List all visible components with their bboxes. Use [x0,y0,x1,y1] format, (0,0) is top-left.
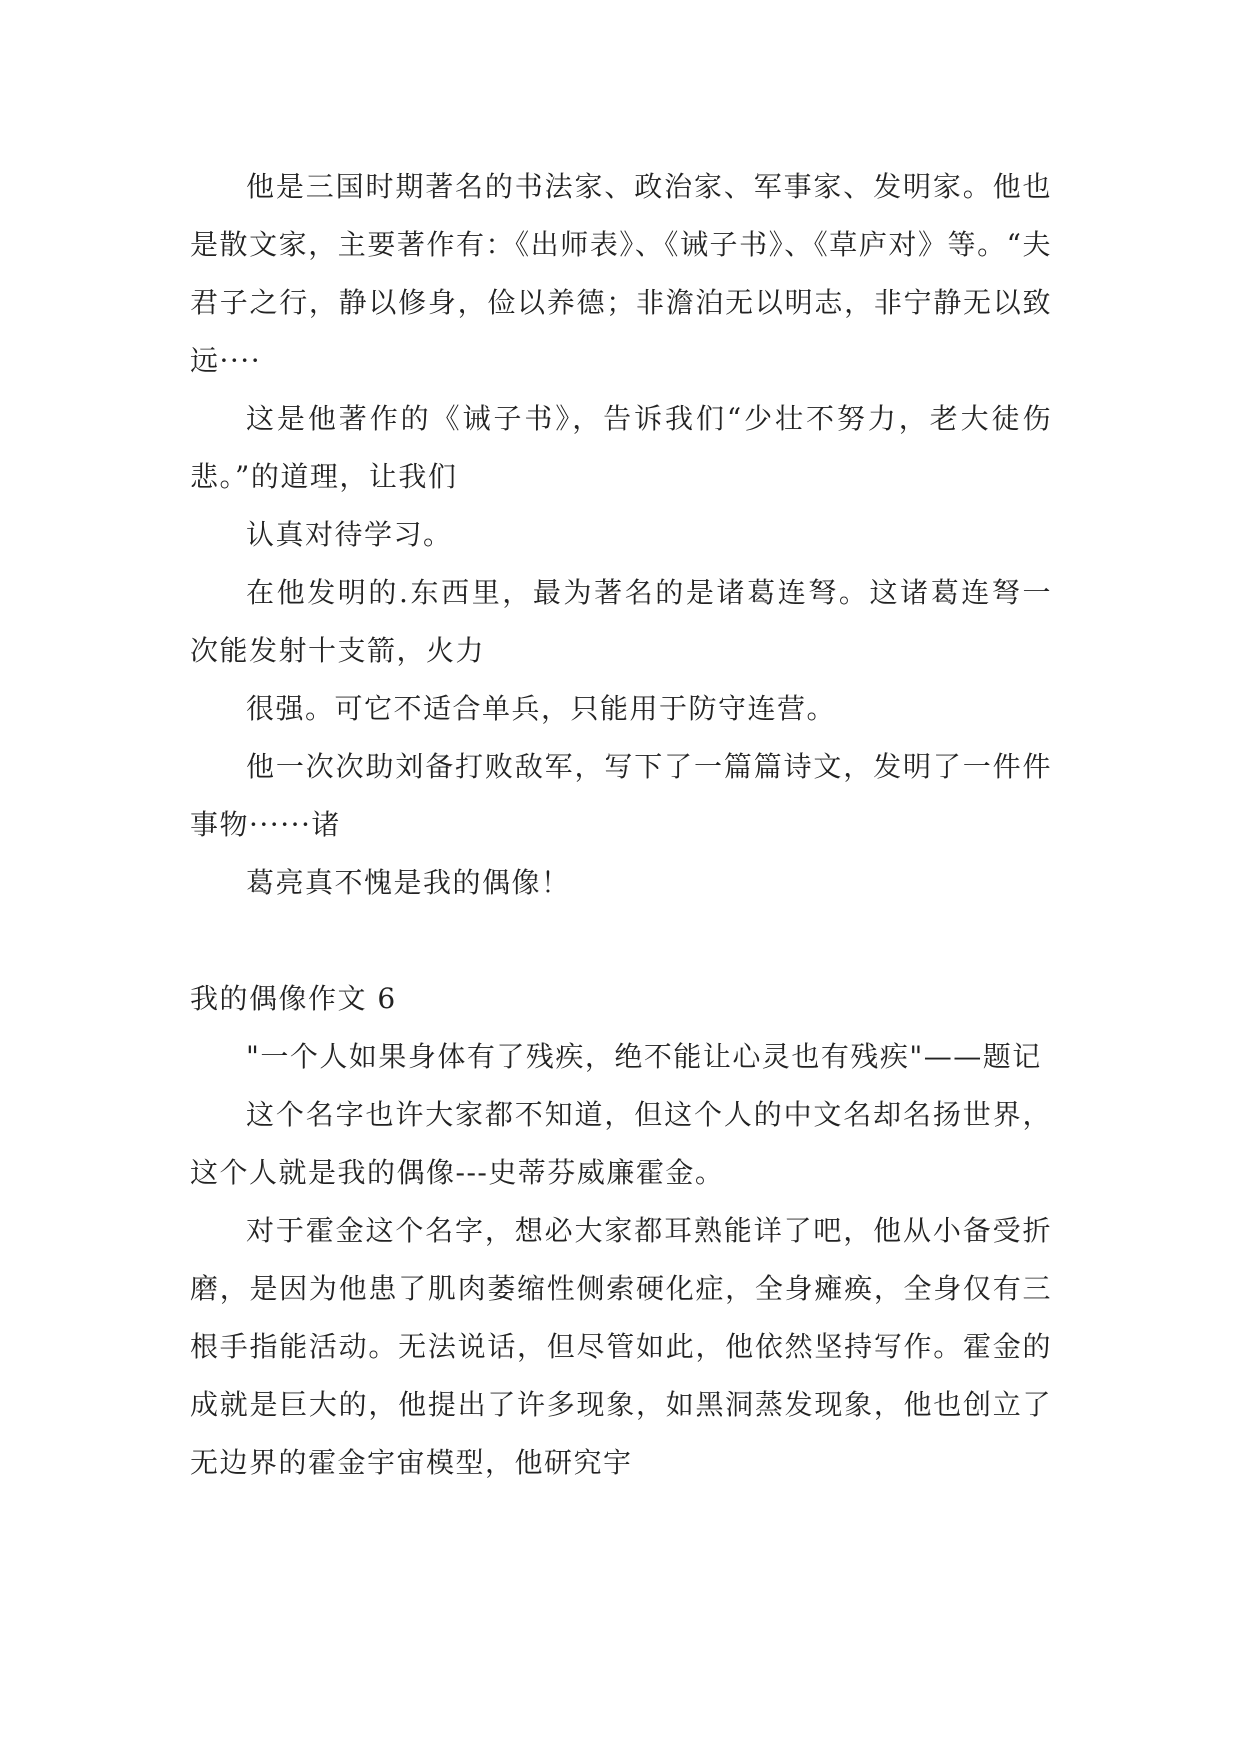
blank-line [190,912,1052,970]
paragraph: 葛亮真不愧是我的偶像！ [246,866,571,899]
paragraph: 对于霍金这个名字，想必大家都耳熟能详了吧，他从小备受折磨，是因为他患了肌肉萎缩性侧索硬化症，全身瘫痪，全身仅有三根手指能活动。无法说话，但尽管如此，他依然坚持写作。霍金的成就是巨大的，他提出了许多现象，如黑洞蒸发现象，他也创立了无边界的霍金宇宙模型，他研究宇 [190,1214,1052,1479]
paragraph: 这个名字也许大家都不知道，但这个人的中文名却名扬世界，这个人就是我的偶像---史蒂芬威廉霍金。 [190,1098,1052,1189]
paragraph: 很强。可它不适合单兵，只能用于防守连营。 [246,692,837,725]
section-title: 我的偶像作文 6 [190,982,397,1015]
paragraph: "一个人如果身体有了残疾，绝不能让心灵也有残疾"——题记 [246,1040,1042,1073]
paragraph: 认真对待学习。 [246,518,453,551]
paragraph: 他是三国时期著名的书法家、政治家、军事家、发明家。他也是散文家，主要著作有：《出师表》、《诫子书》、《草庐对》等。“夫君子之行，静以修身，俭以养德；非澹泊无以明志，非宁静无以致远···· [190,170,1052,377]
paragraph: 他一次次助刘备打败敌军，写下了一篇篇诗文，发明了一件件事物······诸 [190,750,1052,841]
paragraph: 这是他著作的《诫子书》，告诉我们“少壮不努力，老大徒伤悲。”的道理，让我们 [190,402,1052,493]
paragraph: 在他发明的.东西里，最为著名的是诸葛连弩。这诸葛连弩一次能发射十支箭，火力 [190,576,1052,667]
document-body [190,158,1052,1492]
